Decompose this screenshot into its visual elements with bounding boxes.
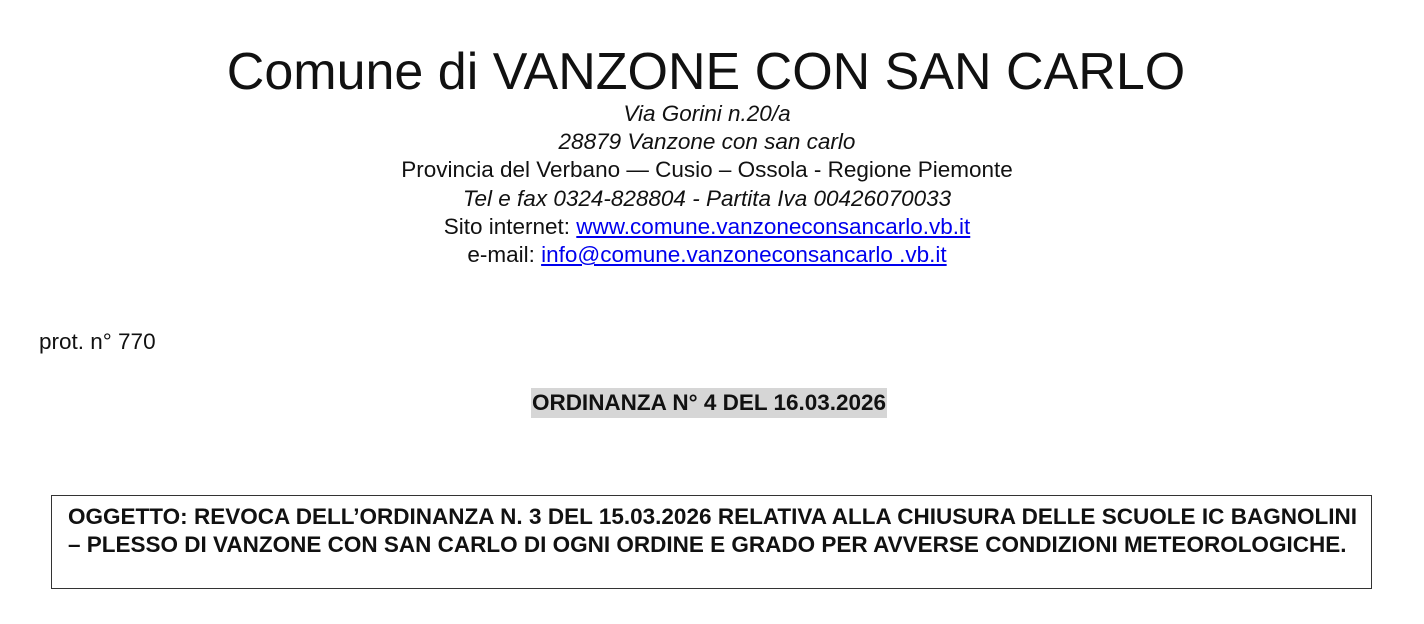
email-line: [0, 241, 1414, 269]
ordinance-heading: ORDINANZA N° 4 DEL 16.03.2026: [531, 388, 887, 418]
province-line: Provincia del Verbano — Cusio – Ossola - Regione Piemonte: [401, 157, 1013, 183]
protocol-number: prot. n° 770: [39, 329, 156, 354]
tel-vat-line: Tel e fax 0324-828804 - Partita Iva 00426070033: [462, 185, 952, 211]
letterhead: [0, 100, 1414, 269]
subject-text: OGGETTO: REVOCA DELL’ORDINANZA N. 3 DEL 15.03.2026 RELATIVA ALLA CHIUSURA DELLE SCUOLE IC BAGNOLINI – PLESSO DI VANZONE CON SAN CARLO DI OGNI ORDINE E GRADO PER AVVERSE CONDIZIONI METEOROLOGICHE.: [68, 504, 1357, 557]
subject-box: [51, 495, 1372, 589]
website-label: Sito internet:: [443, 213, 577, 239]
email-label: e-mail:: [467, 242, 542, 268]
email-link[interactable]: info@comune.vanzoneconsancarlo .vb.it: [541, 242, 947, 268]
website-link[interactable]: www.comune.vanzoneconsancarlo.vb.it: [576, 213, 971, 239]
letterhead-title: Comune di VANZONE CON SAN CARLO: [226, 43, 1186, 101]
address-street: Via Gorini n.20/a: [623, 101, 791, 126]
address-city: 28879 Vanzone con san carlo: [558, 129, 856, 155]
website-line: [0, 213, 1414, 241]
ordinance-heading-wrap: [0, 388, 1418, 418]
